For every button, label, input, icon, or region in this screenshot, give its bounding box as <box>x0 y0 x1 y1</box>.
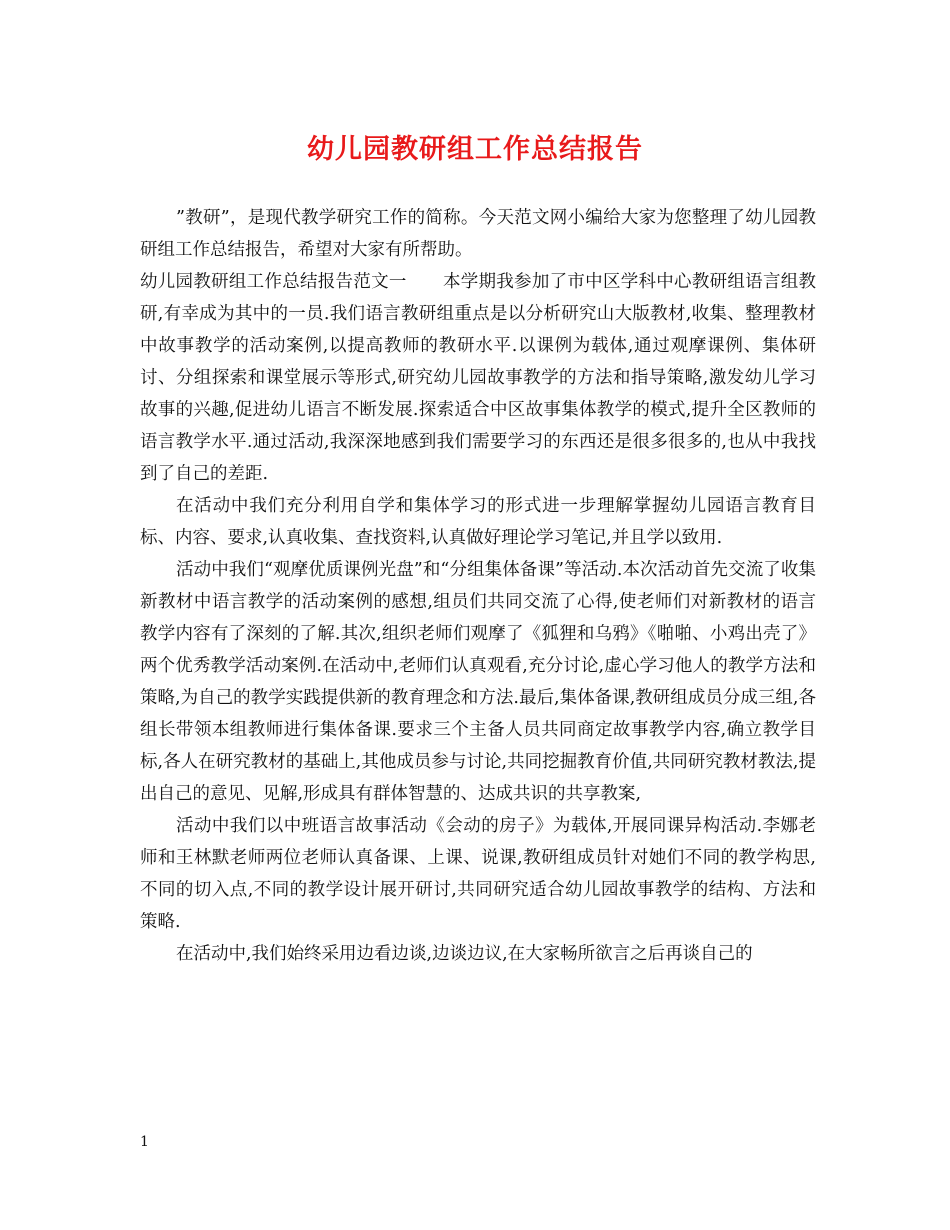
document-title: 幼儿园教研组工作总结报告 <box>307 134 643 165</box>
intro-paragraph: ”教研”，是现代教学研究工作的简称。今天范文网小编给大家为您整理了幼儿园教研组工作总结报告，希望对大家有所帮助。 <box>140 208 816 260</box>
section-paragraph <box>140 266 816 490</box>
page-number: 1 <box>140 1134 149 1150</box>
body-paragraph: 在活动中我们充分利用自学和集体学习的形式进一步理解掌握幼儿园语言教育目标、内容、要求,认真收集、查找资料,认真做好理论学习笔记,并且学以致用. <box>140 496 816 548</box>
body-paragraph: 活动中我们以中班语言故事活动《会动的房子》为载体,开展同课异构活动.李娜老师和王林默老师两位老师认真备课、上课、说课,教研组成员针对她们不同的教学构思,不同的切入点,不同的教学设计展开研讨,共同研究适合幼儿园故事教学的结构、方法和策略. <box>140 816 816 932</box>
document-body <box>140 202 816 970</box>
section-body: 本学期我参加了市中区学科中心教研组语言组教研,有幸成为其中的一员.我们语言教研组重点是以分析研究山大版教材,收集、整理教材中故事教学的活动案例,以提高教师的教研水平.以课例为载体,通过观摩课例、集体研讨、分组探索和课堂展示等形式,研究幼儿园故事教学的方法和指导策略,激发幼儿学习故事的兴趣,促进幼儿语言不断发展.探索适合中区故事集体教学的模式,提升全区教师的语言教学水平.通过活动,我深深地感到我们需要学习的东西还是很多很多的,也从中我找到了自己的差距. <box>140 272 817 484</box>
body-paragraph: 在活动中,我们始终采用边看边谈,边谈边议,在大家畅所欲言之后再谈自己的 <box>176 944 753 964</box>
body-paragraph: 活动中我们“观摩优质课例光盘”和“分组集体备课”等活动.本次活动首先交流了收集新教材中语言教学的活动案例的感想,组员们共同交流了心得,使老师们对新教材的语言教学内容有了深刻的了解.其次,组织老师们观摩了《狐狸和乌鸦》《啪啪、小鸡出壳了》两个优秀教学活动案例.在活动中,老师们认真观看,充分讨论,虚心学习他人的教学方法和策略,为自己的教学实践提供新的教育理念和方法.最后,集体备课,教研组成员分成三组,各组长带领本组教师进行集体备课.要求三个主备人员共同商定故事教学内容,确立教学目标,各人在研究教材的基础上,其他成员参与讨论,共同挖掘教育价值,共同研究教材教法,提出自己的意见、见解,形成具有群体智慧的、达成共识的共享教案, <box>140 560 816 804</box>
section-heading: 幼儿园教研组工作总结报告范文一 <box>140 272 407 292</box>
